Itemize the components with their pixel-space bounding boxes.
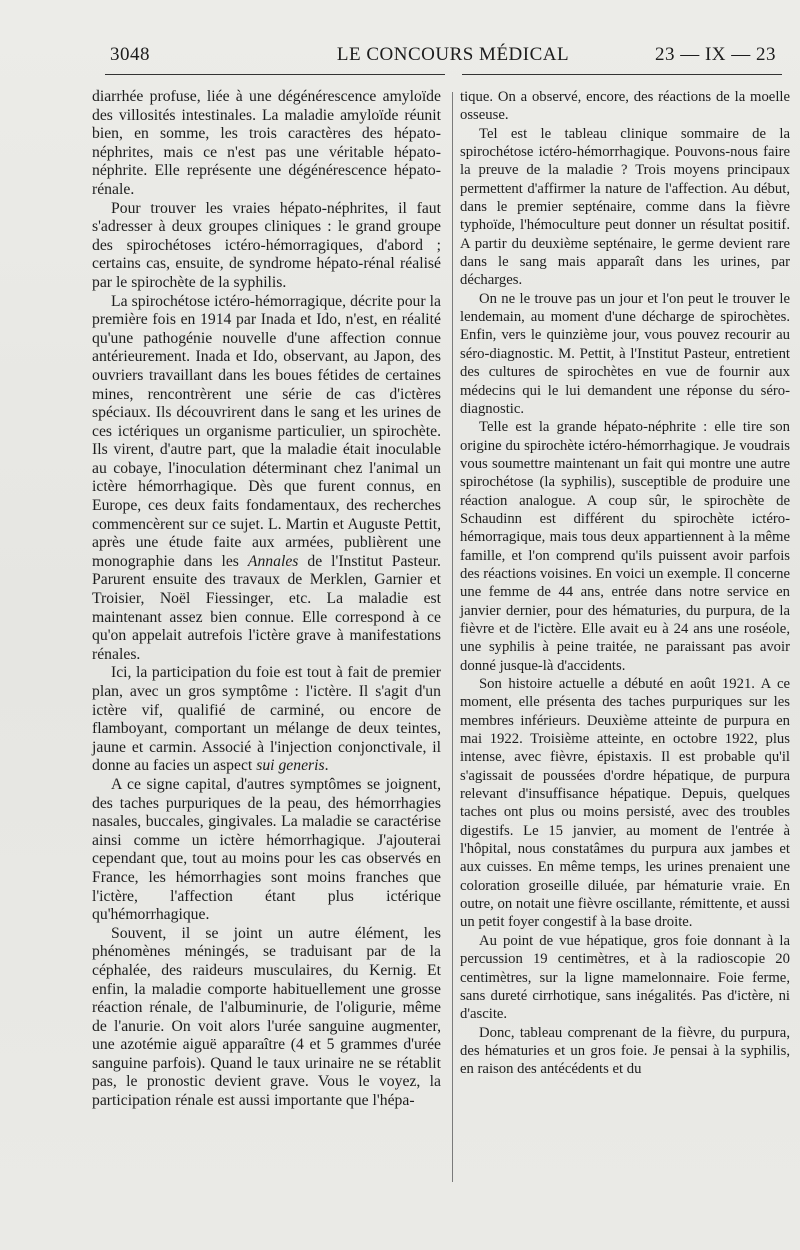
paragraph: Telle est la grande hépato-néphrite : elle tire son origine du spirochète ictéro-hémorrhagique. Je voudrais vous soumettre maintenant un fait qui montre une autre spirochétose (la syphilis), susceptible de produire une réaction analogue. A coup sûr, le spirochète de Schaudinn est différent du spirochète ictéro-hémorragique, mais tous deux appartiennent à la même famille, et l'on comprend qu'ils puissent avoir parfois des réactions voisines. En voici un exemple. Il concerne une femme de 44 ans, entrée dans notre service en janvier dernier, pour des hématuries, du purpura, de la fièvre et de l'ictère. Elle avait eu à 24 ans une roséole, une syphilis à peine traitée, ne paraissant pas avoir donné jusque-là d'accidents. [460,419,790,674]
paragraph: A ce signe capital, d'autres symptômes se joignent, des taches purpuriques de la peau, des hémorrhagies nasales, buccales, gingivales. La maladie se caractérise ainsi comme un ictère hémorrhagique. J'ajouterai cependant que, tout au moins pour les cas observés en France, les hémorrhagies sont moins franches que l'ictère, l'affection étant plus ictérique qu'hémorrhagique. [92,775,441,924]
header-rule-right [462,74,782,75]
left-column [92,88,441,1111]
issue-date: 23 — IX — 23 [654,44,776,65]
paragraph: Son histoire actuelle a débuté en août 1921. A ce moment, elle présenta des taches purpuriques sur les membres inférieurs. Deuxième atteinte de purpura en mai 1922. Troisième atteinte, en octobre 1922, plus intense, avec fièvre, épistaxis. Il est probable qu'il s'agissait de poussées d'ordre hépatique, de purpura relevant d'insuffisance hépatique. Depuis, quelques taches ont plus ou moins persisté, avec des troubles digestifs. Le 15 janvier, au moment de l'entrée à l'hôpital, nous constatâmes du purpura aux jambes et aux cuisses. En même temps, les urines prenaient une coloration groseille diluée, par hématurie vraie. En outre, on notait une fièvre oscillante, rémittente, et aussi un petit foyer congestif à la base droite. [460,676,790,931]
paragraph: Tel est le tableau clinique sommaire de la spirochétose ictéro-hémorrhagique. Pouvons-nous faire la preuve de la maladie ? Trois moyens principaux permettent d'affirmer la nature de l'affection. Au début, dans le premier septénaire, comme dans la fièvre typhoïde, l'hémoculture peut donner un résultat positif. A partir du deuxième septénaire, le germe devient rare dans le sang mais apparaît dans les urines, par décharges. [460,125,790,289]
paragraph: La spirochétose ictéro-hémorragique, décrite pour la première fois en 1914 par Inada et Ido, n'est, en réalité qu'une pathogénie nouvelle d'une affection connue antérieurement. Inada et Ido, observant, au Japon, des ouvriers travaillant dans les boues fétides de certaines mines, rencontrèrent une série de cas d'ictères spéciaux. Ils découvrirent dans le sang et les urines de ces ictériques un organisme particulier, un spirochète. Ils virent, d'autre part, que la maladie était inoculable au cobaye, l'inoculation déterminant chez l'animal un ictère hémorrhagique. Dès que furent connus, en Europe, ces deux faits fondamentaux, des recherches commencèrent sur ce sujet. L. Martin et Auguste Pettit, après une étude faite aux armées, publièrent une monographie dans les Annales de l'Institut Pasteur. Parurent ensuite des travaux de Merklen, Garnier et Troisier, Noël Fiessinger, etc. La maladie est maintenant assez bien connue. Elle correspond à ce qu'on appelait autrefois l'ictère grave à manifestations rénales. [92,292,441,663]
page-number: 3048 [110,44,150,65]
paragraph: On ne le trouve pas un jour et l'on peut le trouver le lendemain, au moment d'une décharge de spirochètes. Enfin, vers le quinzième jour, vous pouvez recourir au séro-diagnostic. M. Pettit, à l'Institut Pasteur, entretient des cultures de spirochètes en vue de fournir aux médecins qui le lui demandent une réponse du séro-diagnostic. [460,290,790,417]
running-header [110,44,776,70]
paragraph: diarrhée profuse, liée à une dégénérescence amyloïde des villosités intestinales. La maladie amyloïde réunit bien, en somme, les trois caractères des hépato-néphrites, mais ce n'est pas une véritable hépato-néphrite. Elle représente une dégénérescence hépato-rénale. [92,88,441,198]
paragraph: Au point de vue hépatique, gros foie donnant à la percussion 19 centimètres, et à la radioscopie 20 centimètres, sur la ligne mamelonnaire. Foie ferme, sans dureté cirrhotique, sans inégalités. Pas d'ictère, ni d'ascite. [460,932,790,1023]
paragraph: Donc, tableau comprenant de la fièvre, du purpura, des hématuries et un gros foie. Je pensai à la syphilis, en raison des antécédents et du [460,1024,790,1078]
paragraph: Pour trouver les vraies hépato-néphrites, il faut s'adresser à deux groupes cliniques : le grand groupe des spirochétoses ictéro-hémorragiques, d'abord ; certains cas, ensuite, de syndrome hépato-rénal réalisé par le spirochète de la syphilis. [92,199,441,291]
right-column [460,88,790,1079]
paragraph: Ici, la participation du foie est tout à fait de premier plan, avec un gros symptôme : l'ictère. Il s'agit d'un ictère vif, qualifié de carminé, ou encore de flamboyant, comportant un mélange de deux teintes, jaune et carmin. Associé à l'injection conjonctivale, il donne au facies un aspect sui generis. [92,664,441,775]
column-divider [452,92,453,1182]
journal-title: LE CONCOURS MÉDICAL [336,44,570,65]
paragraph: tique. On a observé, encore, des réactions de la moelle osseuse. [460,89,790,124]
header-rule-left [105,74,445,75]
paragraph: Souvent, il se joint un autre élément, les phénomènes méningés, se traduisant par de la céphalée, des raideurs musculaires, du Kernig. Et enfin, la maladie comporte habituellement une grosse réaction rénale, de l'albuminurie, de l'oligurie, même de l'anurie. On voit alors l'urée sanguine augmenter, une azotémie aiguë apparaître (4 et 5 grammes d'urée sanguine parfois). Quand le taux urinaire ne se rétablit pas, le pronostic devient grave. Vous le voyez, la participation rénale est aussi importante que l'hépa- [92,924,441,1110]
